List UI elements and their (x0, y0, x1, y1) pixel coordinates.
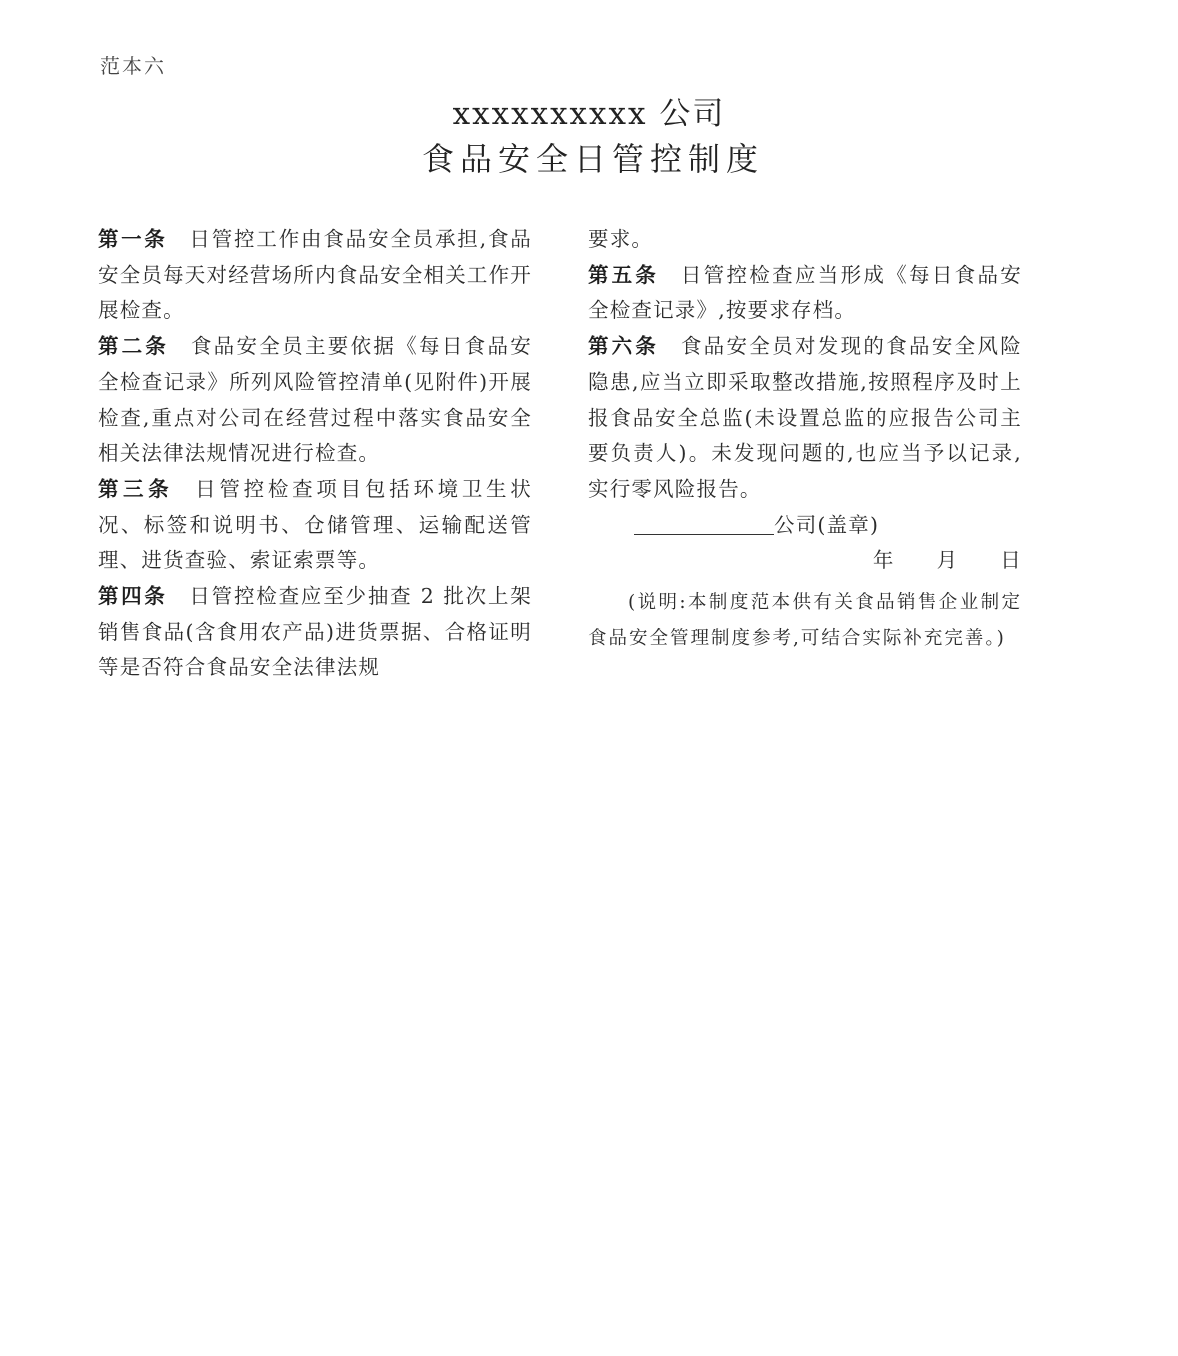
article-5 (588, 258, 1022, 329)
seal-line (588, 508, 1022, 544)
date-year: 年 (872, 548, 895, 573)
article-text-sans: 实行零风险报告。 (588, 476, 762, 501)
company-blank (634, 510, 774, 535)
date-line (588, 543, 1022, 579)
date-day: 日 (1000, 548, 1022, 573)
article-3 (98, 472, 532, 579)
article-number: 第四条 (98, 584, 168, 609)
page-label: 范本六 (100, 54, 166, 78)
seal-text: 公司(盖章) (774, 512, 880, 537)
document-name: 食品安全日管控制度 (421, 140, 764, 178)
article-1 (98, 222, 532, 329)
article-6 (588, 329, 1022, 508)
company-name: xxxxxxxxxx 公司 (452, 96, 726, 132)
article-text: 日管控检查应至少抽查 2 批次上架销售食品(含食用农产品)进货票据、合格证明等是否符合食品安全法律法规 (98, 584, 532, 680)
article-4 (98, 579, 532, 686)
date-month: 月 (936, 548, 959, 573)
document-title (0, 92, 1178, 182)
article-number: 第五条 (588, 262, 659, 287)
left-column (98, 222, 532, 686)
article-2 (98, 329, 532, 472)
article-text: 日管控检查应当形成《每日食品安全检查记录》, (588, 262, 1023, 323)
article-text: 日管控工作由食品安全员承担,食品安全员每天对 (98, 227, 533, 287)
article-text-sans: 中落实食品安全相关法律法规情况进行检查。 (98, 405, 532, 466)
article-text: 日管控检查项目包括环境卫生状况、标签和说明书、仓储管理、运输配送管理、进货查验、索证索票等。 (98, 476, 532, 573)
right-column (588, 222, 1022, 656)
article-4-continued: 要求。 (588, 227, 654, 251)
article-number: 第六条 (588, 334, 659, 359)
article-number: 第三条 (98, 476, 174, 501)
article-number: 第一条 (98, 227, 168, 251)
explanatory-note: (说明:本制度范本供有关食品销售企业制定食品安全管理制度参考,可结合实际补充完善。) (588, 592, 1022, 649)
article-text-sans: 经营场所内食品安全相关工作开展检查。 (98, 262, 533, 323)
article-number: 第二条 (98, 334, 169, 359)
article-text: 食品安全员对发现的食品安全风险隐患,应当立即采取整改措施,按照程序及时上报食品安全总监(未设置总监的应报告公司主要负责人)。未发现问题的,也应当予以记录, (588, 334, 1023, 466)
article-text: 食品安全员主要依据《每日食品安全检查记录》所列风险管控清单(见附件)开展检查,重点对公司在经营过程 (98, 334, 533, 430)
article-text-sans: 按要求存档。 (725, 298, 857, 323)
